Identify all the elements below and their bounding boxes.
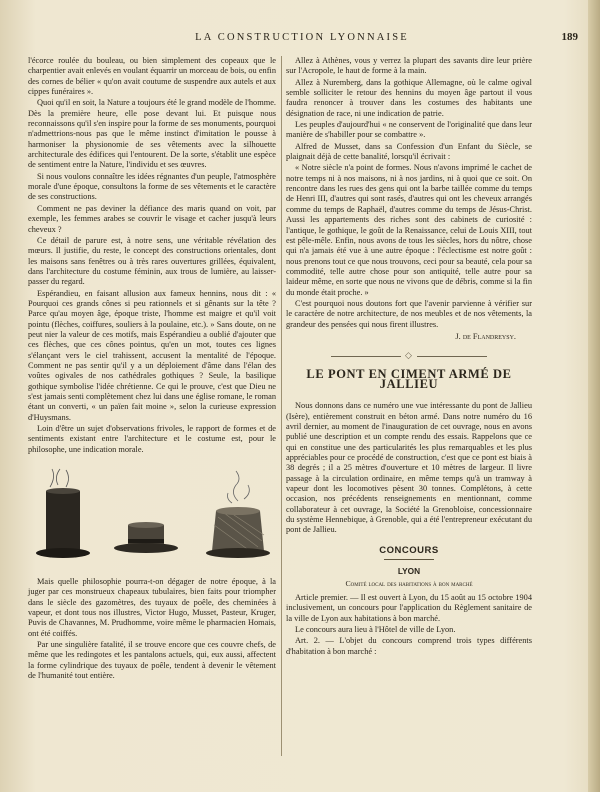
right-column [286,56,532,658]
committee-heading: Comité local des habitations à bon marché [345,579,473,589]
hats-drawing [28,461,276,573]
author-signature: J. de Flandreysy. [455,331,516,341]
quotation: « Notre siècle n'a point de formes. Nous n'avons imprimé le cachet de notre temps ni à nos maisons, ni à nos jardins, ni à quoi que ce soit. On rencontre dans les rues des gens qui ont la barbe taillée comme du temps de Henri III, d'autres qui sont rasés, d'autres qui ont les cheveux arrangés comme du temps de Raphaël, d'autres comme du temps de Jésus-Christ. Aussi les appartements des riches sont des cabinets de curiosité : l'antique, le gothique, le goût de la Renaissance, celui de Louis XIII, tout est pêle-mêle. Enfin, nous avons de tous les siècles, hors du nôtre, chose qui n'a jamais été vue à une autre époque : l'éclectisme est notre goût : nous prenons tout ce que nous trouvons, ceci pour sa beauté, cela pour sa commodité, telle autre chose pour son antiquité, telle autre pour sa laideur même, en sorte que nous ne vivons que de débris, comme si la fin du monde était proche. » [286,163,532,297]
paragraph: l'écorce roulée du bouleau, ou bien simplement des copeaux que le charpentier avait enlevés en voulant équarrir un morceau de bois, ou enfin des cornes de bélier « qu'on avait coutume de suspendre aux autels et aux cippes funéraires ». [28,56,276,97]
paragraph: Par une singulière fatalité, il se trouve encore que ces couvre chefs, de même que les redingotes et les pantalons actuels, qui, eux aussi, affectent la forme cylindrique des tuyaux de poêle, tendent à devenir le vêtement de l'humanité tout entière. [28,640,276,681]
paragraph: Le concours aura lieu à l'Hôtel de ville de Lyon. [295,624,456,634]
divider [384,559,434,560]
paragraph: Article premier. — Il est ouvert à Lyon, du 15 août au 15 octobre 1904 inclusivement, un concours pour l'application du Règlement sanitaire de la ville de Lyon aux habitations à bon marché. [286,592,532,623]
paragraph: Espérandieu, en faisant allusion aux fameux hennins, nous dit : « Pourquoi ces grands cônes si peu rationnels et si gênants sur la tête ? Parce qu'au moyen âge, époque triste, l'homme est maigre et qu'il voit pointu (flèches, coiffures, souliers à la poulaine, etc.). » Sans doute, on ne peut nier la valeur de ces motifs, mais Espérandieu a oublié d'ajouter que ces flèches, que ces cônes pointus, qu'en un mot, toutes ces lignes s'élançant vers le ciel trahissent, accusent la mentalité de l'époque. Comment ne pas sentir qu'il y a un déploiement d'âme dans l'élan des voûtes ogivales de nos cathédrales gothiques ? Seule, la basilique gothique symbolise l'idée chrétienne. Ce qui le prouve, c'est que Dieu ne s'est jamais senti complètement chez lui dans une église romane, le roman étant un converti, « un païen fait moine », selon la curieuse expression d'Huysmans. [28,288,276,422]
section-ornament: ◇ [286,350,532,360]
paragraph: Allez à Athènes, vous y verrez la plupart des savants dire leur prière sur l'Acropole, le haut de forme à la main. [286,56,532,76]
left-column [28,56,276,683]
paragraph: C'est pourquoi nous doutons fort que l'avenir parvienne à vérifier sur le caractère de notre architecture, de nos meubles et de nos vêtements, la grandeur des pensées qui nous firent illustres. [286,298,532,329]
concours-heading [286,546,532,560]
paragraph: Loin d'être un sujet d'observations frivoles, le rapport de formes et de sentiments existant entre l'architecture et le costume est, pour le philosophe, une indication morale. [28,424,276,454]
hats-illustration [28,461,276,573]
paragraph: Si nous voulons connaître les idées régnantes d'un peuple, l'atmosphère morale d'une époque, consultons la forme de ses vêtements et le caractère de ses constructions. [28,171,276,202]
straw-hat-middle [114,522,178,553]
paragraph: Allez à Nuremberg, dans la gothique Allemagne, où le calme ogival semble solliciter le retour des hennins du moyen âge partout il vous faudra renoncer à trouver dans les costumes des habitants une désignation de race, ni une indication de patrie. [286,77,532,118]
paragraph: Alfred de Musset, dans sa Confession d'un Enfant du Siècle, se plaignait déjà de cette banalité, lorsqu'il écrivait : [286,141,532,162]
paragraph: Mais quelle philosophie pourra-t-on dégager de notre époque, à la juger par ces monstrueux chapeaux tubulaires, bien faits pour triompher dans le siècle des gazomètres, des tuyaux de poêle, des cheminées à vapeur, et dont tous nos illustres, Victor Hugo, Musset, Pasteur, Kruger, Puvis de Chavannes, M. Prudhomme, voire même le pharmacien Homais, ont été coiffés. [28,577,276,638]
running-title: LA CONSTRUCTION LYONNAISE [195,32,409,43]
paragraph: Ce détail de parure est, à notre sens, une véritable révélation des mœurs. Il justifie, du reste, le concept des constructions orientales, dont les maisons sans fenêtres ou à très rares ouvertures grillées, équivalent, dans l'architecture du costume féminin, aux trous de lumière, au laisser-passer du regard. [28,235,276,287]
concours-title: CONCOURS [379,544,439,556]
article-title: LE PONT EN CIMENT ARMÉ DE JALLIEU [306,366,512,391]
hat-right [206,471,270,558]
paragraph: Nous donnons dans ce numéro une vue intéressante du pont de Jallieu (Isère), entièrement construit en béton armé. Dans notre numéro du 16 avril dernier, au moment de l'inauguration de cet ouvrage, nous en avons publié une description et un compte rendu des essais. Rappelons que ce qui en constitue une des particularités les plus remarquables et les plus appréciables pour ce procédé de construction, c'est que ce pont est biais à 38 degrés ; il a 25 mètres d'ouverture et 10 mètres de largeur. Il livre passage à la circulation ordinaire, en même temps qu'à un tramway à vapeur dont les locomotives pèsent 30 tonnes. Complétons, à cette occasion, nos précédents renseignements en mentionnant, comme collaborateur à cet ouvrage, la Société la Grenobloise, concessionnaire du système Hennebique, à Grenoble, qui a été l'entrepreneur exécutant du pont de Jallieu. [286,401,532,535]
paragraph: Comment ne pas deviner la défiance des maris quand on voit, par exemple, les femmes arabes se couvrir le visage et cacher jusqu'à leurs cheveux ? [28,203,276,234]
paragraph: Art. 2. — L'objet du concours comprend trois types différents d'habitation à bon marché : [286,636,532,656]
top-hat-left [36,469,90,558]
paragraph: Quoi qu'il en soit, la Nature a toujours été le grand modèle de l'homme. Dès la première heure, elle pose devant lui. Et puisque nous reconnaissons qu'il s'en inspire pour la forme de ses monuments, pourquoi n'admettrions-nous pas que le même instinct d'imitation le pousse à harmoniser la physionomie de ses vêtements avec la silhouette architecturale des édifices qui l'entourent. De la sorte, s'établit une espèce de sentiment entre la Nature, l'individu et ses œuvres. [28,98,276,170]
place-heading: LYON [397,566,421,577]
paragraph: Les peuples d'aujourd'hui « ne conservent de l'originalité que dans leur manière de s'habiller pour se combattre ». [286,120,532,140]
page-number: 189 [561,31,578,43]
binding-edge [588,0,600,792]
column-divider [281,56,282,756]
